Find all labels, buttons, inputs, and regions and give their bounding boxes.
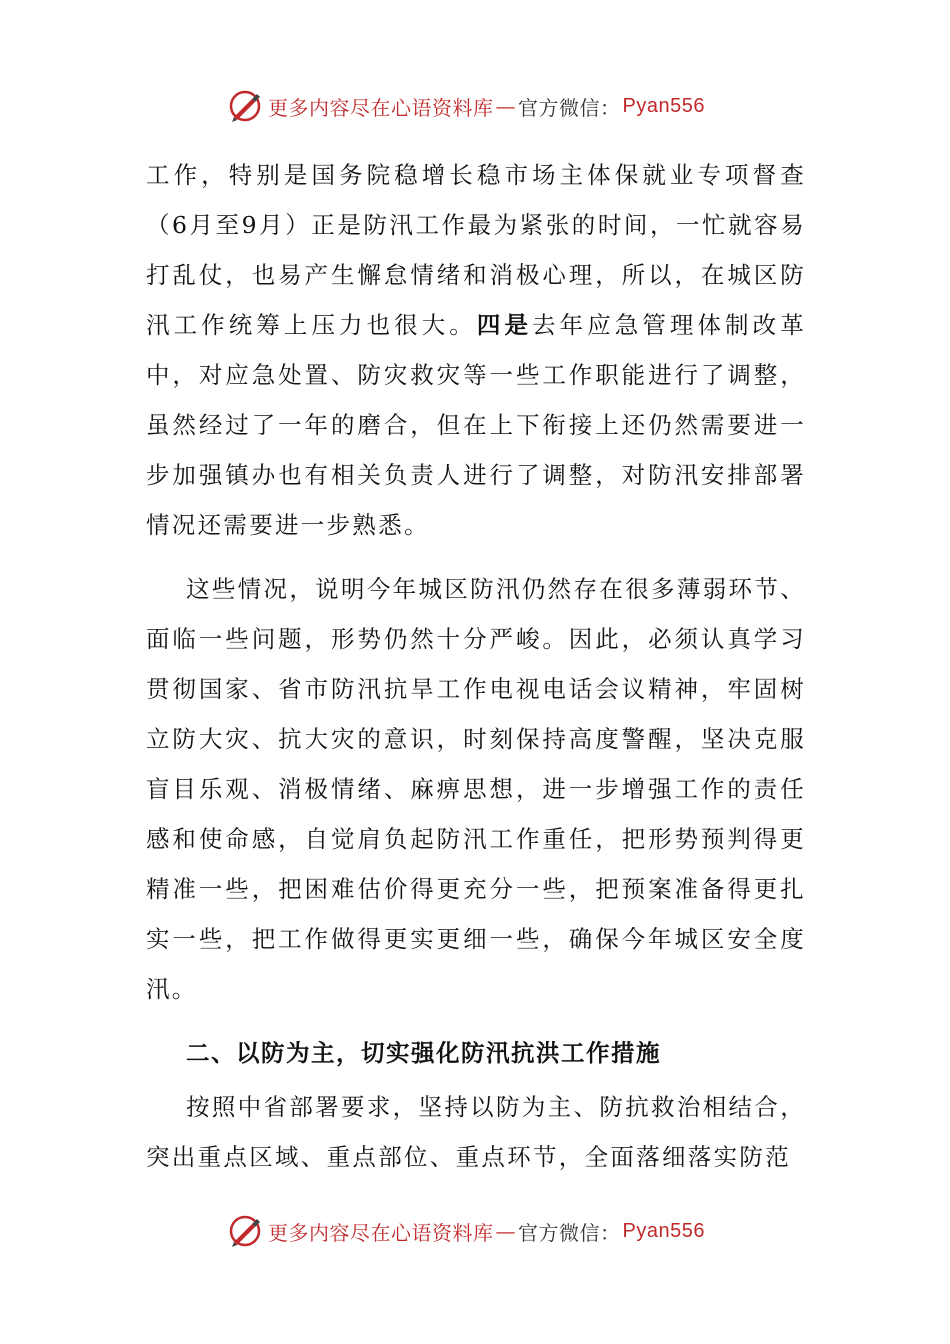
document-body [146,150,806,1182]
footer-banner [228,1211,748,1251]
banner-wechat-id: Pyan556 [622,1219,705,1242]
banner-wechat-id: Pyan556 [622,94,705,117]
paragraph-situation-summary: 这些情况，说明今年城区防汛仍然存在很多薄弱环节、面临一些问题，形势仍然十分严峻。因此，必须认真学习贯彻国家、省市防汛抗旱工作电视电话会议精神，牢固树立防大灾、抗大灾的意识，时刻保持高度警醒，坚决克服盲目乐观、消极情绪、麻痹思想，进一步增强工作的责任感和使命感，自觉肩负起防汛工作重任，把形势预判得更精准一些，把困难估价得更充分一些，把预案准备得更扎实一些，把工作做得更实更细一些，确保今年城区安全度汛。 [146,575,806,1003]
banner-brand-text: 更多内容尽在心语资料库 [268,95,494,120]
banner-brand-text: 更多内容尽在心语资料库 [268,1220,494,1245]
para1-text-before: 工作，特别是国务院稳增长稳市场主体保就业专项督查（6月至9月）正是防汛工作最为紧张的时间，一忙就容易打乱仗，也易产生懈怠情绪和消极心理，所以，在城区防汛工作统筹上压力也很大。 [146,161,806,339]
banner-wechat-label: 官方微信： [518,95,621,120]
header-banner [228,86,748,126]
section-heading-2: 二、以防为主，切实强化防汛抗洪工作措施 [186,1039,661,1067]
pen-logo-icon [228,89,262,123]
para1-text-after: 去年应急管理体制改革中，对应急处置、防灾救灾等一些工作职能进行了调整，虽然经过了一年的磨合，但在上下衔接上还仍然需要进一步加强镇办也有相关负责人进行了调整，对防汛安排部署情况还需要进一步熟悉。 [146,311,807,539]
paragraph-measures-intro: 按照中省部署要求，坚持以防为主、防抗救治相结合，突出重点区域、重点部位、重点环节，全面落细落实防范 [146,1093,806,1171]
pen-logo-icon [228,1214,262,1248]
banner-wechat-label: 官方微信： [518,1220,621,1245]
para1-bold-marker: 四是 [476,311,533,339]
paragraph-continuation [146,150,806,550]
banner-separator: — [495,1219,516,1243]
banner-separator: — [495,94,516,118]
